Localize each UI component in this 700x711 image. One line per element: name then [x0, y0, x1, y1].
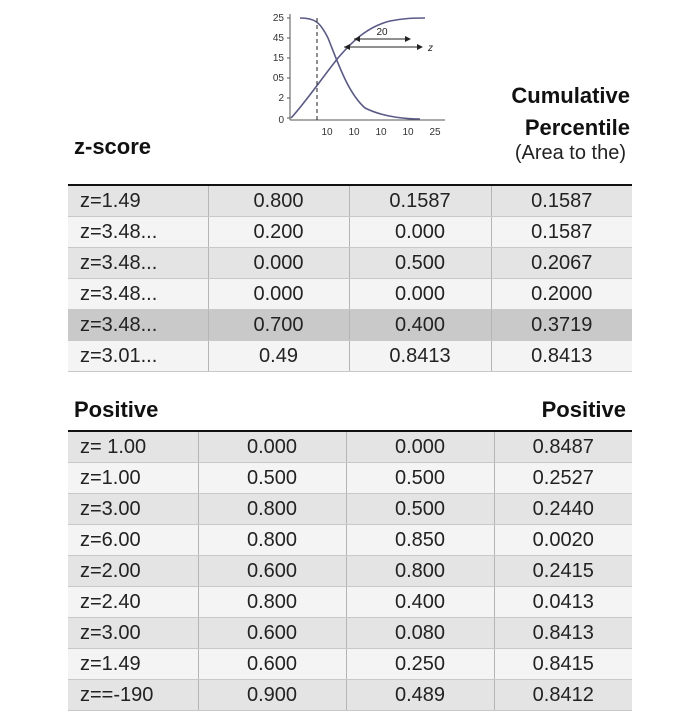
value-cell: 0.49: [208, 341, 349, 372]
z-value-cell: z=6.00: [68, 525, 198, 556]
x-tick-label: 10: [375, 127, 387, 138]
value-cell: 0.2415: [494, 556, 632, 587]
value-cell: 0.8413: [491, 341, 632, 372]
y-tick-label: 05: [272, 73, 284, 84]
area-subheading: (Area to the): [514, 142, 626, 164]
positive-heading-left: Positive: [74, 397, 159, 422]
z-value-cell: z=2.00: [68, 556, 198, 587]
value-cell: 0.8413: [349, 341, 491, 372]
z-value-cell: z= 1.00: [68, 431, 198, 463]
value-cell: 0.250: [346, 649, 494, 680]
table-row: [68, 248, 632, 279]
z-value-cell: z=3.00: [68, 618, 198, 649]
table-row: [68, 463, 632, 494]
table-row: [68, 279, 632, 310]
z-value-cell: z=3.48...: [68, 310, 208, 341]
annotation-axis-label: z: [428, 43, 433, 54]
table-row: [68, 341, 632, 372]
value-cell: 0.800: [208, 185, 349, 217]
value-cell: 0.0020: [494, 525, 632, 556]
cumulative-percentile-heading: [511, 80, 630, 144]
value-cell: 0.8415: [494, 649, 632, 680]
table-row: [68, 649, 632, 680]
distribution-chart-svg: [260, 8, 450, 143]
value-cell: 0.000: [349, 217, 491, 248]
x-tick-label: 10: [348, 127, 360, 138]
value-cell: 0.700: [208, 310, 349, 341]
value-cell: 0.500: [349, 248, 491, 279]
value-cell: 0.000: [208, 279, 349, 310]
table-row: [68, 185, 632, 217]
value-cell: 0.1587: [349, 185, 491, 217]
value-cell: 0.2067: [491, 248, 632, 279]
z-value-cell: z=1.00: [68, 463, 198, 494]
z-value-cell: z=3.48...: [68, 279, 208, 310]
z-value-cell: z=1.49: [68, 185, 208, 217]
value-cell: 0.1587: [491, 185, 632, 217]
z-value-cell: z=3.00: [68, 494, 198, 525]
percentile-heading-line: Percentile: [524, 115, 630, 140]
value-cell: 0.1587: [491, 217, 632, 248]
value-cell: 0.600: [198, 618, 346, 649]
table-row: [68, 618, 632, 649]
z-value-cell: z=1.49: [68, 649, 198, 680]
x-tick-label: 10: [321, 127, 333, 138]
value-cell: 0.400: [346, 587, 494, 618]
z-value-cell: z=3.01...: [68, 341, 208, 372]
value-cell: 0.489: [346, 680, 494, 711]
value-cell: 0.800: [346, 556, 494, 587]
table-row: [68, 494, 632, 525]
distribution-chart: [260, 8, 450, 143]
value-cell: 0.000: [198, 431, 346, 463]
y-tick-label: 25: [272, 13, 284, 24]
z-value-cell: z==-190: [68, 680, 198, 711]
value-cell: 0.500: [346, 494, 494, 525]
table-row: [68, 680, 632, 711]
y-tick-label: 2: [278, 93, 284, 104]
value-cell: 0.900: [198, 680, 346, 711]
value-cell: 0.200: [208, 217, 349, 248]
value-cell: 0.000: [349, 279, 491, 310]
value-cell: 0.2000: [491, 279, 632, 310]
arrowhead-right-icon: [417, 44, 423, 50]
value-cell: 0.3719: [491, 310, 632, 341]
y-tick-label: 45: [272, 33, 284, 44]
arrowhead-right-icon: [405, 36, 411, 42]
zscore-table: [68, 184, 632, 372]
value-cell: 0.8413: [494, 618, 632, 649]
value-cell: 0.000: [346, 431, 494, 463]
value-cell: 0.400: [349, 310, 491, 341]
x-tick-label: 25: [429, 127, 441, 138]
x-tick-label: 10: [402, 127, 414, 138]
table-row: [68, 556, 632, 587]
value-cell: 0.080: [346, 618, 494, 649]
cumulative-heading-line: Cumulative: [511, 83, 630, 108]
value-cell: 0.8487: [494, 431, 632, 463]
y-tick-label: 0: [278, 115, 284, 126]
table-row: [68, 587, 632, 618]
value-cell: 0.2440: [494, 494, 632, 525]
value-cell: 0.0413: [494, 587, 632, 618]
zscore-heading: z-score: [74, 134, 152, 159]
annotation-value: 20: [376, 27, 388, 38]
increasing-curve: [291, 18, 425, 118]
table-row: [68, 525, 632, 556]
table-row: [68, 431, 632, 463]
value-cell: 0.600: [198, 556, 346, 587]
table-row: [68, 217, 632, 248]
value-cell: 0.8412: [494, 680, 632, 711]
z-value-cell: z=2.40: [68, 587, 198, 618]
positive-table: [68, 430, 632, 711]
y-tick-label: 15: [272, 53, 284, 64]
value-cell: 0.800: [198, 525, 346, 556]
positive-heading-right: Positive: [541, 397, 626, 422]
z-value-cell: z=3.48...: [68, 248, 208, 279]
value-cell: 0.800: [198, 494, 346, 525]
value-cell: 0.600: [198, 649, 346, 680]
value-cell: 0.000: [208, 248, 349, 279]
value-cell: 0.2527: [494, 463, 632, 494]
z-value-cell: z=3.48...: [68, 217, 208, 248]
value-cell: 0.850: [346, 525, 494, 556]
table-row: [68, 310, 632, 341]
value-cell: 0.800: [198, 587, 346, 618]
decreasing-curve: [300, 18, 420, 119]
value-cell: 0.500: [198, 463, 346, 494]
value-cell: 0.500: [346, 463, 494, 494]
